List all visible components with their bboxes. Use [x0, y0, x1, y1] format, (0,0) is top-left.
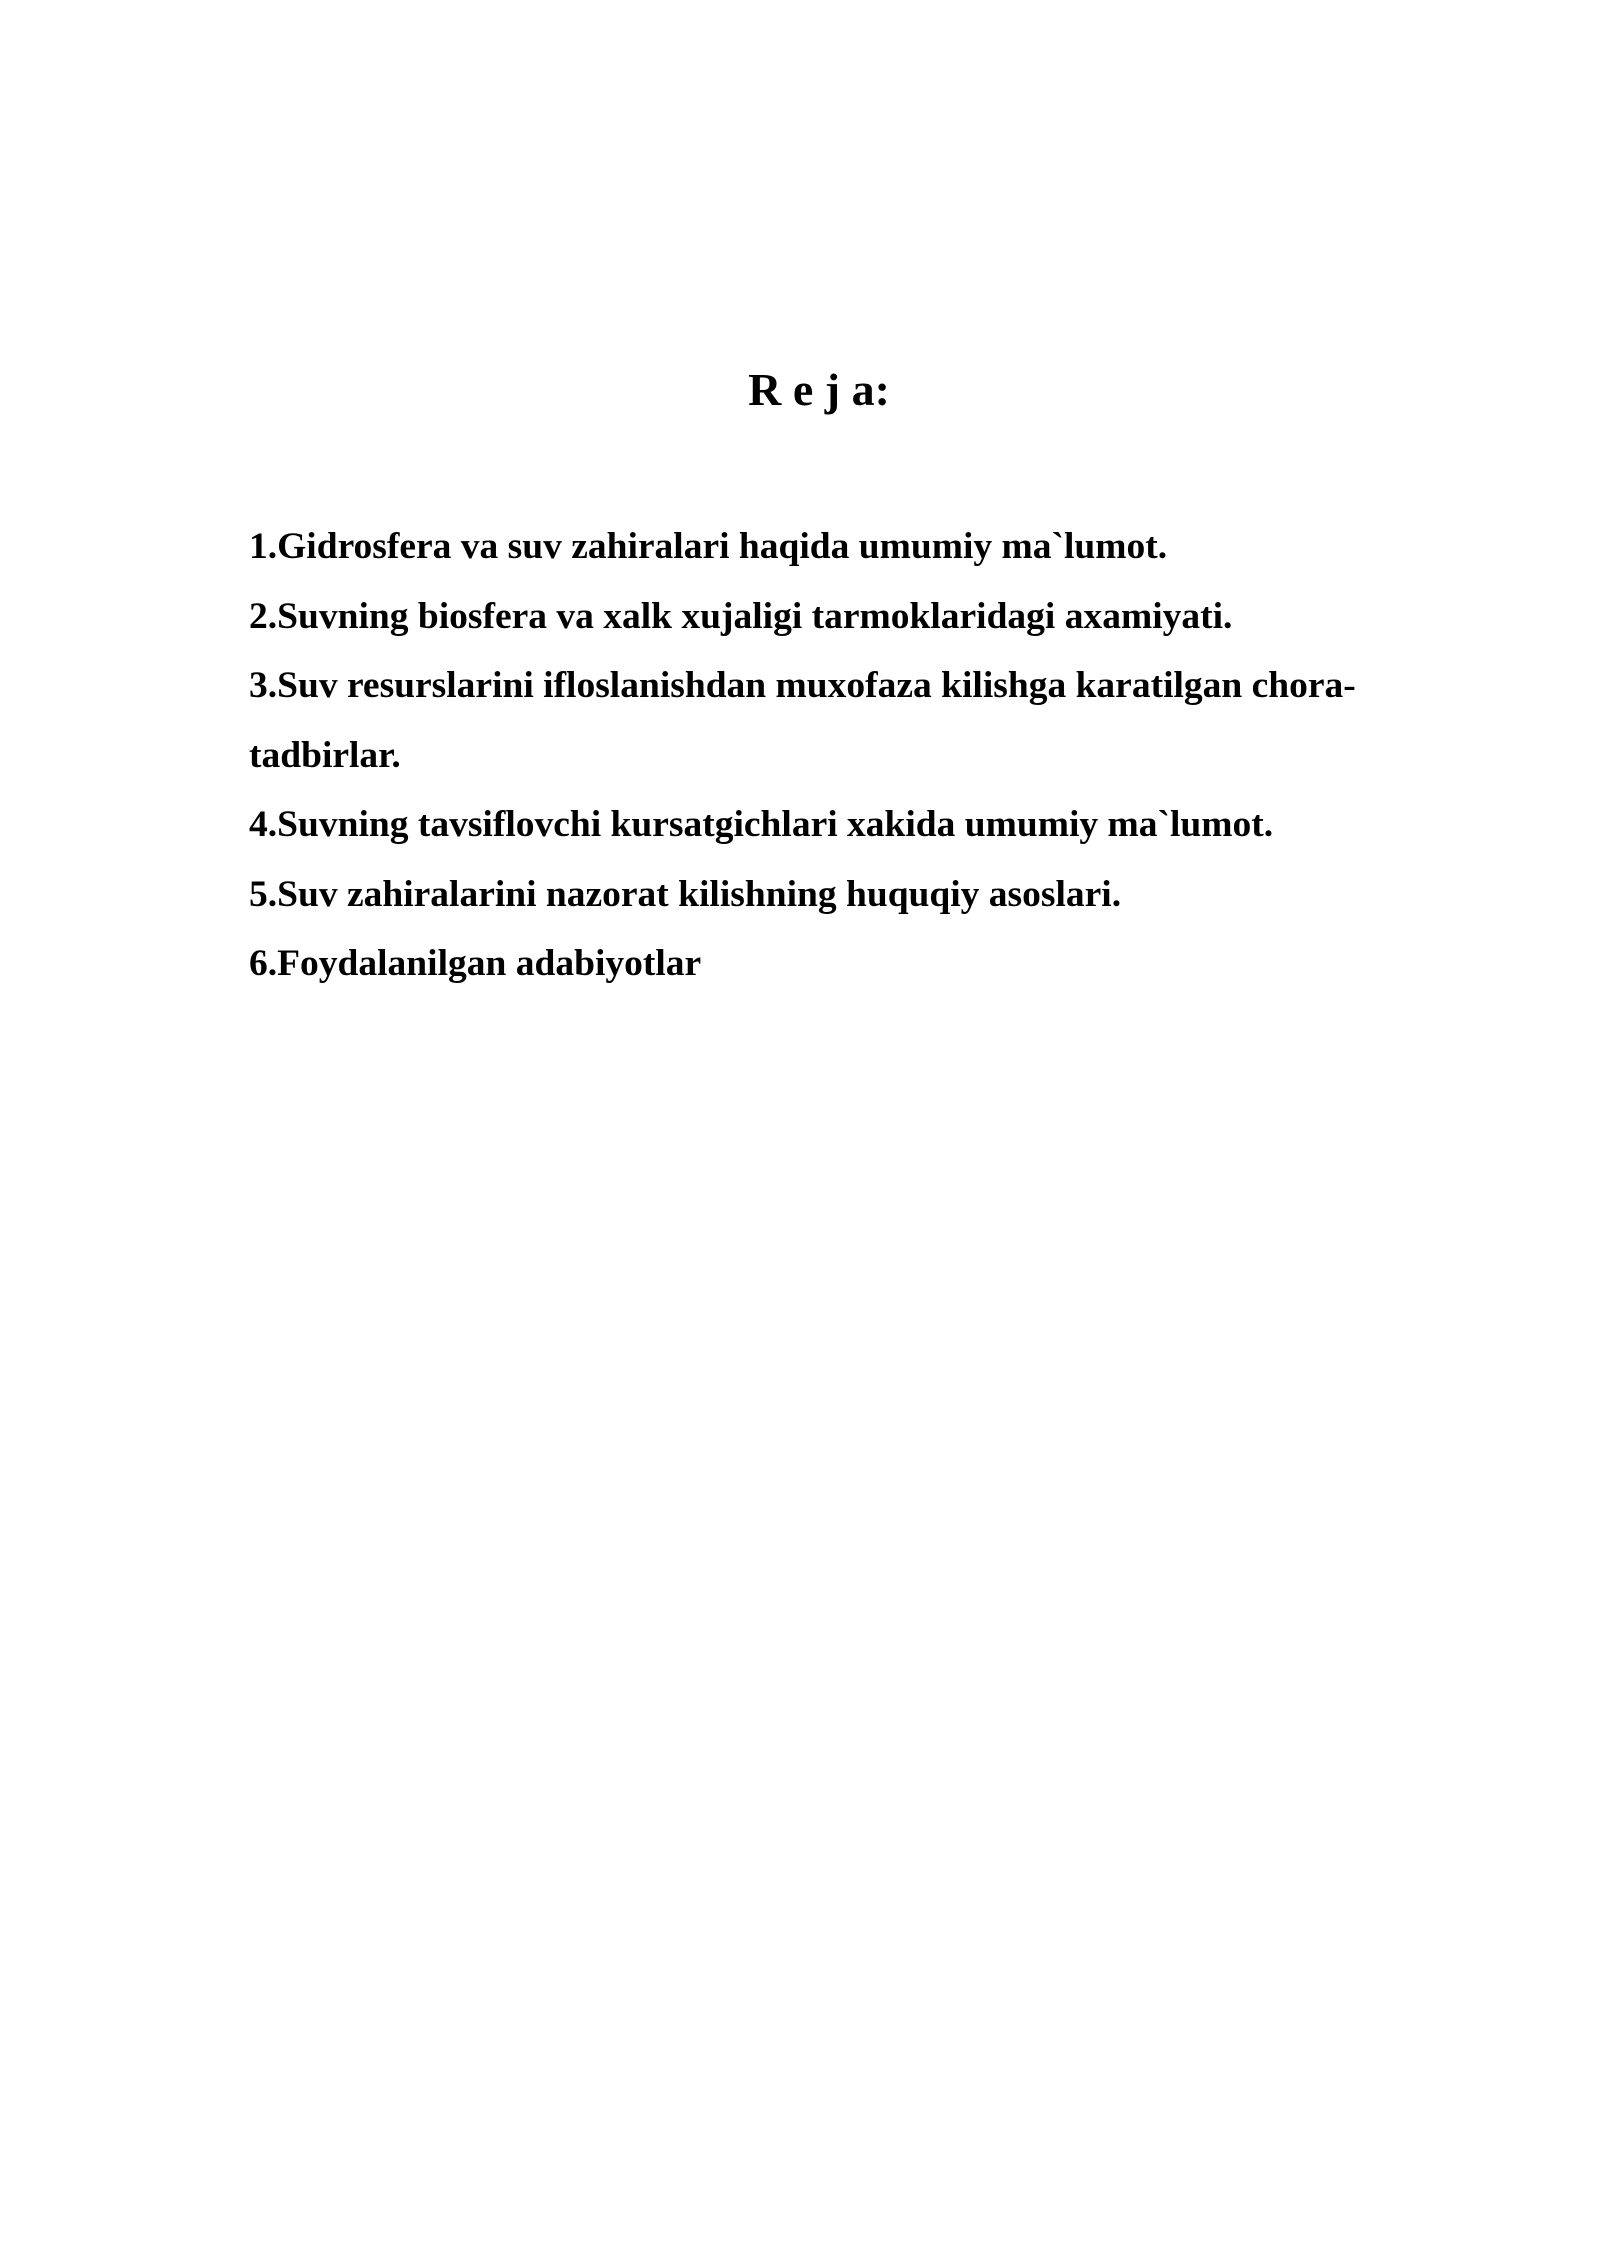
plan-item-3: 3.Suv resurslarini ifloslanishdan muxofaza kilishga karatilgan chora-tadbirlar.	[249, 665, 1356, 776]
plan-list	[249, 512, 1459, 999]
document-title: R e j a:	[748, 364, 890, 415]
plan-item-2: 2.Suvning biosfera va xalk xujaligi tarmoklaridagi axamiyati.	[249, 595, 1233, 637]
plan-item-6: 6.Foydalanilgan adabiyotlar	[249, 943, 702, 984]
plan-item-4: 4.Suvning tavsiflovchi kursatgichlari xakida umumiy ma`lumot.	[249, 804, 1274, 845]
plan-item-5: 5.Suv zahiralarini nazorat kilishning huquqiy asoslari.	[249, 873, 1122, 915]
plan-item-1: 1.Gidrosfera va suv zahiralari haqida umumiy ma`lumot.	[249, 526, 1168, 567]
